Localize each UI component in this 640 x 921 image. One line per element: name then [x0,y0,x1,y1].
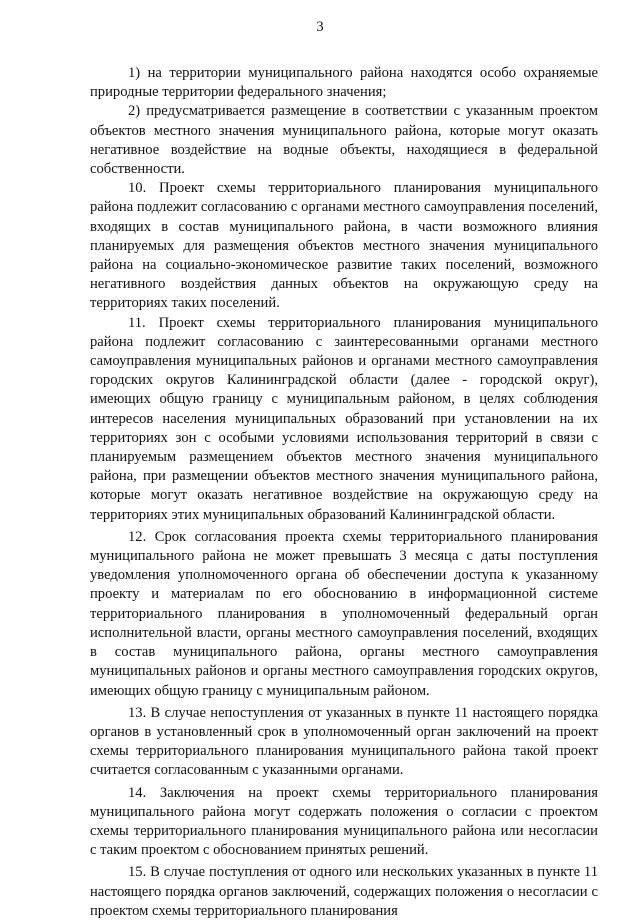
paragraph-15: 15. В случае поступления от одного или нескольких указанных в пункте 11 настоящего порядка органов заключений, содержащих положения о несогласии с проектом схемы территориального планирования [90,864,598,919]
paragraph-item-1: 1) на территории муниципального района находятся особо охраняемые природные территории федерального значения; [90,65,598,101]
paragraph-10: 10. Проект схемы территориального планирования муниципального района подлежит согласованию с органами местного самоуправления поселений, входящих в состав муниципального района, в части возможного влияния планируемых для размещения объектов местного значения муниципального района на социально-экономическое развитие таких поселений, возможного негативного воздействия данных объектов на окружающую среду на территориях таких поселений. [90,180,598,312]
document-body [90,64,598,921]
paragraph-11: 11. Проект схемы территориального планирования муниципального района подлежит согласованию с заинтересованными органами местного самоуправления муниципальных районов и органами местного самоуправления городских округов Калининградской области (далее - городской округ), имеющих общую границу с муниципальным районом, в целях соблюдения интересов населения муниципальных образований при установлении на их территориях зон с особыми условиями использования территорий в связи с планируемым размещением объектов местного значения муниципального района, при размещении объектов местного значения муниципального района, которые могут оказать негативное воздействие на окружающую среду на территориях этих муниципальных образований Калининградской области. [90,314,598,523]
paragraph-14: 14. Заключения на проект схемы территориального планирования муниципального района могут содержать положения о согласии с проектом схемы территориального планирования муниципального района или несогласии с таким проектом с обоснованием принятых решений. [90,784,598,859]
paragraph-12: 12. Срок согласования проекта схемы территориального планирования муниципального района не может превышать 3 месяца с даты поступления уведомления уполномоченного органа об обеспечении доступа к указанному проекту и материалам по его обоснованию в информационной системе территориального планирования в уполномоченный федеральный орган исполнительной власти, органы местного самоуправления поселений, входящих в состав муниципального района, органы местного самоуправления муниципальных районов и органы местного самоуправления городских округов, имеющих общую границу с муниципальным районом. [90,528,598,699]
paragraph-item-2: 2) предусматривается размещение в соответствии с указанным проектом объектов местного значения муниципального района, которые могут оказать негативное воздействие на водные объекты, находящиеся в федеральной собственности. [90,103,598,178]
page-number: 3 [316,19,324,35]
paragraph-13: 13. В случае непоступления от указанных в пункте 11 настоящего порядка органов в установленный срок в уполномоченный орган заключений на проект схемы территориального планирования муниципального района такой проект считается согласованным с указанными органами. [90,704,598,779]
